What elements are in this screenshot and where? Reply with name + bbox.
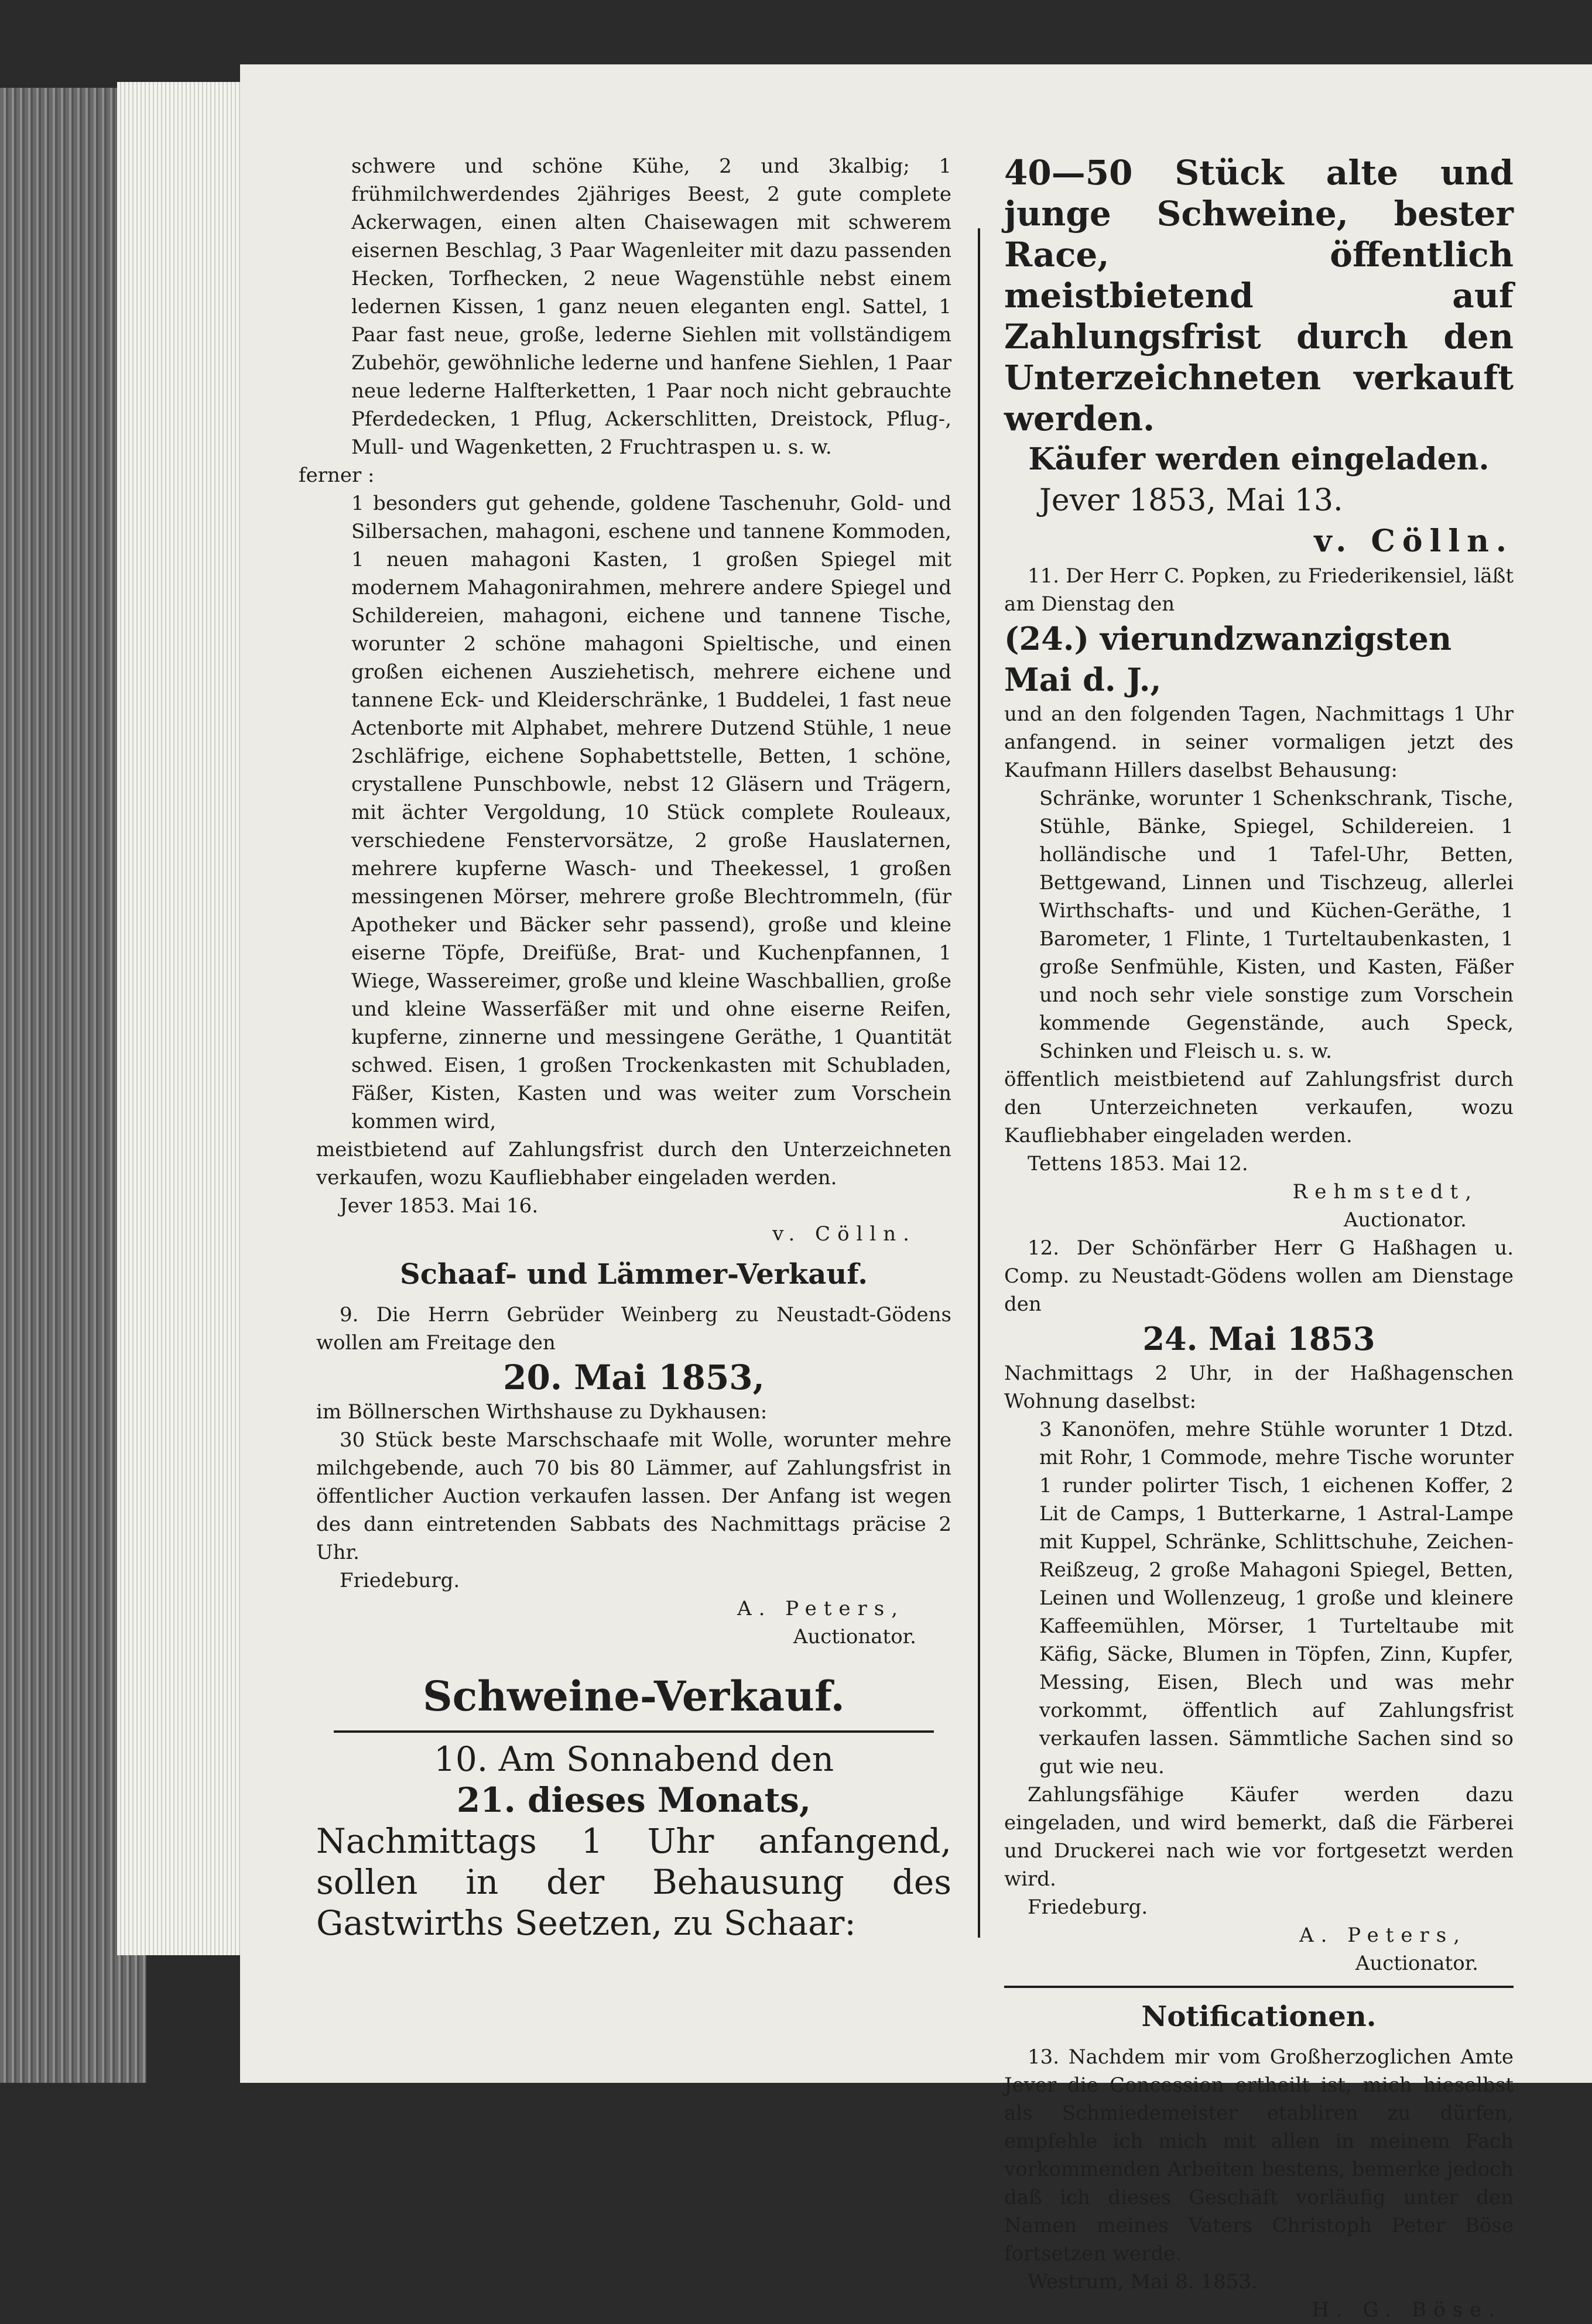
right-column (1004, 152, 1514, 2324)
n13-body: 13. Nachdem mir vom Großherzoglichen Amte Jever die Concession ertheilt ist, mich hieselbst als Schmiedemeister etabliren zu dürfen, empfehle ich mich mit allen in meinem Fach vorkommenden Arbeiten bestens, bemerke jedoch daß ich dieses Geschäft vorläufig unter den Namen meines Vaters Christoph Peter Böse fortsetzen werde. (1004, 2045, 1514, 2265)
column-divider (978, 228, 980, 1938)
n11-place: Tettens 1853. Mai 12. (1028, 1152, 1248, 1175)
n12-town: Friedeburg. (1028, 1895, 1148, 1919)
n12-intro: 12. Der Schönfärber Herr G Haßhagen u. Comp. zu Neustadt-Gödens wollen am Dienstage den (1004, 1236, 1514, 1316)
n12-signature: A. Peters, (1299, 1924, 1467, 1947)
place-date: Jever 1853. Mai 16. (340, 1194, 539, 1218)
schwein-line-3: Nachmittags 1 Uhr anfangend, sollen in der Behausung des Gastwirths Seetzen, zu Schaar: (316, 1821, 951, 1943)
section-rule (1004, 1986, 1514, 1988)
n12-list: 3 Kanonöfen, mehre Stühle worunter 1 Dtzd. mit Rohr, 1 Commode, mehre Tische worunter 1 runder polirter Tisch, 1 eichenen Koffer, 2 Lit de Camps, 1 Butterkarne, 1 Astral-Lampe mit Kuppel, Schränke, Schlittschuhe, Zeichen-Reißzeug, 2 große Mahagoni Spiegel, Betten, Leinen und Wollenzeug, 1 große und kleinere Kaffeemühlen, Mörser, 1 Turteltaube mit Käfig, Säcke, Blumen in Töpfen, Zinn, Kupfer, Messing, Eisen, Blech und was mehr vorkommt, öffentlich auf Zahlungsfrist verkaufen lassen. Sämmtliche Sachen sind so gut wie neu. (1039, 1418, 1514, 1778)
schaaf-role: Auctionator. (793, 1625, 916, 1648)
schwein-headline: 40—50 Stück alte und junge Schweine, bester Race, öffentlich meistbietend auf Zahlungsfrist durch den Unterzeichneten verkauft werden. (1004, 153, 1514, 438)
n11-list: Schränke, worunter 1 Schenkschrank, Tische, Stühle, Bänke, Spiegel, Schildereien. 1 holländische und 1 Tafel-Uhr, Betten, Bettgewand, Linnen und Tischzeug, allerlei Wirthschafts- und und Küchen-Geräthe, 1 Barometer, 1 Flinte, 1 Turteltaubenkasten, 1 große Senfmühle, Kisten, und Kasten, Fäßer und noch sehr viele sonstige zum Vorschein kommende Gegenstände, auch Speck, Schinken und Fleisch u. s. w. (1039, 787, 1514, 1063)
n12-closing: Zahlungsfähige Käufer werden dazu eingeladen, und wird bemerkt, daß die Färberei und Druckerei nach wie vor fortgesetzt werden wird. (1004, 1783, 1514, 1891)
n12-date: 24. Mai 1853 (1142, 1320, 1375, 1358)
n11-intro: 11. Der Herr C. Popken, zu Friederikensiel, läßt am Dienstag den (1004, 564, 1514, 616)
n11-signature: Rehmstedt, (1292, 1180, 1478, 1204)
newspaper-page (240, 64, 1592, 2322)
schaaf-body: 30 Stück beste Marschschaafe mit Wolle, worunter mehre milchgebende, auch 70 bis 80 Lämmer, auf Zahlungsfrist in öffentlicher Auction verkaufen lassen. Der Anfang ist wegen des dann eintretenden Sabbats des Nachmittags präcise 2 Uhr. (316, 1428, 951, 1564)
page-content (299, 152, 1514, 2322)
n12-body: Nachmittags 2 Uhr, in der Haßhagenschen Wohnung daselbst: (1004, 1362, 1514, 1413)
ferner-label: ferner : (299, 464, 375, 487)
n11-body: und an den folgenden Tagen, Nachmittags 1 Uhr anfangend. in seiner vormaligen jetzt des Kaufmann Hillers daselbst Behausung: (1004, 702, 1514, 782)
schaaf-place: im Böllnerschen Wirthshause zu Dykhausen: (316, 1400, 768, 1424)
n13-place: Westrum, Mai 8. 1853. (1028, 2270, 1258, 2294)
schaaf-intro: 9. Die Herrn Gebrüder Weinberg zu Neustadt-Gödens wollen am Freitage den (316, 1303, 951, 1355)
n11-closing: öffentlich meistbietend auf Zahlungsfrist durch den Unterzeichneten verkaufen, wozu Kaufliebhaber eingeladen werden. (1004, 1068, 1514, 1147)
page-stack (117, 82, 252, 1955)
schwein-line-1: 10. Am Sonnabend den (433, 1739, 834, 1779)
auction-closing: meistbietend auf Zahlungsfrist durch den Unterzeichneten verkaufen, wozu Kaufliebhaber eingeladen werden. (316, 1138, 951, 1190)
n11-date: (24.) vierundzwanzigsten Mai d. J., (1004, 620, 1452, 698)
place-date-2: Jever 1853, Mai 13. (1039, 483, 1343, 518)
notif-heading: Notificationen. (1141, 2000, 1377, 2033)
schwein-heading: Schweine-Verkauf. (423, 1672, 845, 1720)
n11-role: Auctionator. (1343, 1208, 1467, 1232)
schaaf-town: Friedeburg. (340, 1569, 460, 1592)
n12-role: Auctionator. (1355, 1952, 1478, 1975)
schaaf-signature: A. Peters, (737, 1597, 905, 1620)
auction-item-list-2: 1 besonders gut gehende, goldene Taschenuhr, Gold- und Silbersachen, mahagoni, eschene und tannene Kommoden, 1 neuen mahagoni Kasten, 1 großen Spiegel mit modernem Mahagonirahmen, mehrere andere Spiegel und Schildereien, mahagoni, eichene und tannene Tische, worunter 2 schöne mahagoni Spieltische, und einen großen eichenen Ausziehetisch, mehrere eichene und tannene Eck- und Kleiderschränke, 1 Buddelei, 1 fast neue Actenborte mit Alphabet, mehrere Dutzend Stühle, 1 neue 2schläfrige, eichene Sophabettstelle, Betten, 1 schöne, crystallene Punschbowle, nebst 12 Gläsern und Trägern, mit ächter Vergoldung, 10 Stück complete Rouleaux, verschiedene Fenstervorsätze, 2 große Hauslaternen, mehrere kupferne Wasch- und Theekessel, 1 großen messingenen Mörser, mehrere große Blechtrommeln, (für Apotheker und Bäcker sehr passend), große und kleine eiserne Töpfe, Dreifüße, Brat- und Kuchenpfannen, 1 Wiege, Wassereimer, große und kleine Waschballien, große und kleine Wasserfäßer mit und ohne eiserne Reifen, kupferne, zinnerne und messingene Geräthe, 1 Quantität schwed. Eisen, 1 großen Trockenkasten mit Schubladen, Fäßer, Kisten, Kasten und was weiter zum Vorschein kommen wird, (351, 492, 951, 1133)
auction-item-list-1: schwere und schöne Kühe, 2 und 3kalbig; 1 frühmilchwerdendes 2jähriges Beest, 2 gute complete Ackerwagen, einen alten Chaisewagen mit schwerem eisernen Beschlag, 3 Paar Wagenleiter mit dazu passenden Hecken, Torfhecken, 2 neue Wagenstühle nebst einem ledernen Kissen, 1 ganz neuen eleganten engl. Sattel, 1 Paar fast neue, große, lederne Siehlen mit vollständigem Zubehör, gewöhnliche lederne und hanfene Siehlen, 1 Paar neue lederne Halfterketten, 1 Paar noch nicht gebrauchte Pferdedecken, 1 Pflug, Ackerschlitten, Dreistock, Pflug-, Mull- und Wagenketten, 2 Fruchtraspen u. s. w. (351, 155, 951, 459)
schaaf-date: 20. Mai 1853, (503, 1358, 765, 1397)
signature: v. Cölln. (772, 1222, 916, 1246)
schwein-line-2: 21. dieses Monats, (456, 1780, 812, 1820)
n13-signature: H. G. Böse. (1312, 2298, 1502, 2322)
schaaf-heading: Schaaf- und Lämmer-Verkauf. (400, 1258, 868, 1291)
signature-2: v. Cölln. (1314, 523, 1514, 559)
heading-rule (334, 1730, 934, 1733)
buyers-invited: Käufer werden eingeladen. (1028, 441, 1490, 477)
left-column (299, 152, 951, 1943)
